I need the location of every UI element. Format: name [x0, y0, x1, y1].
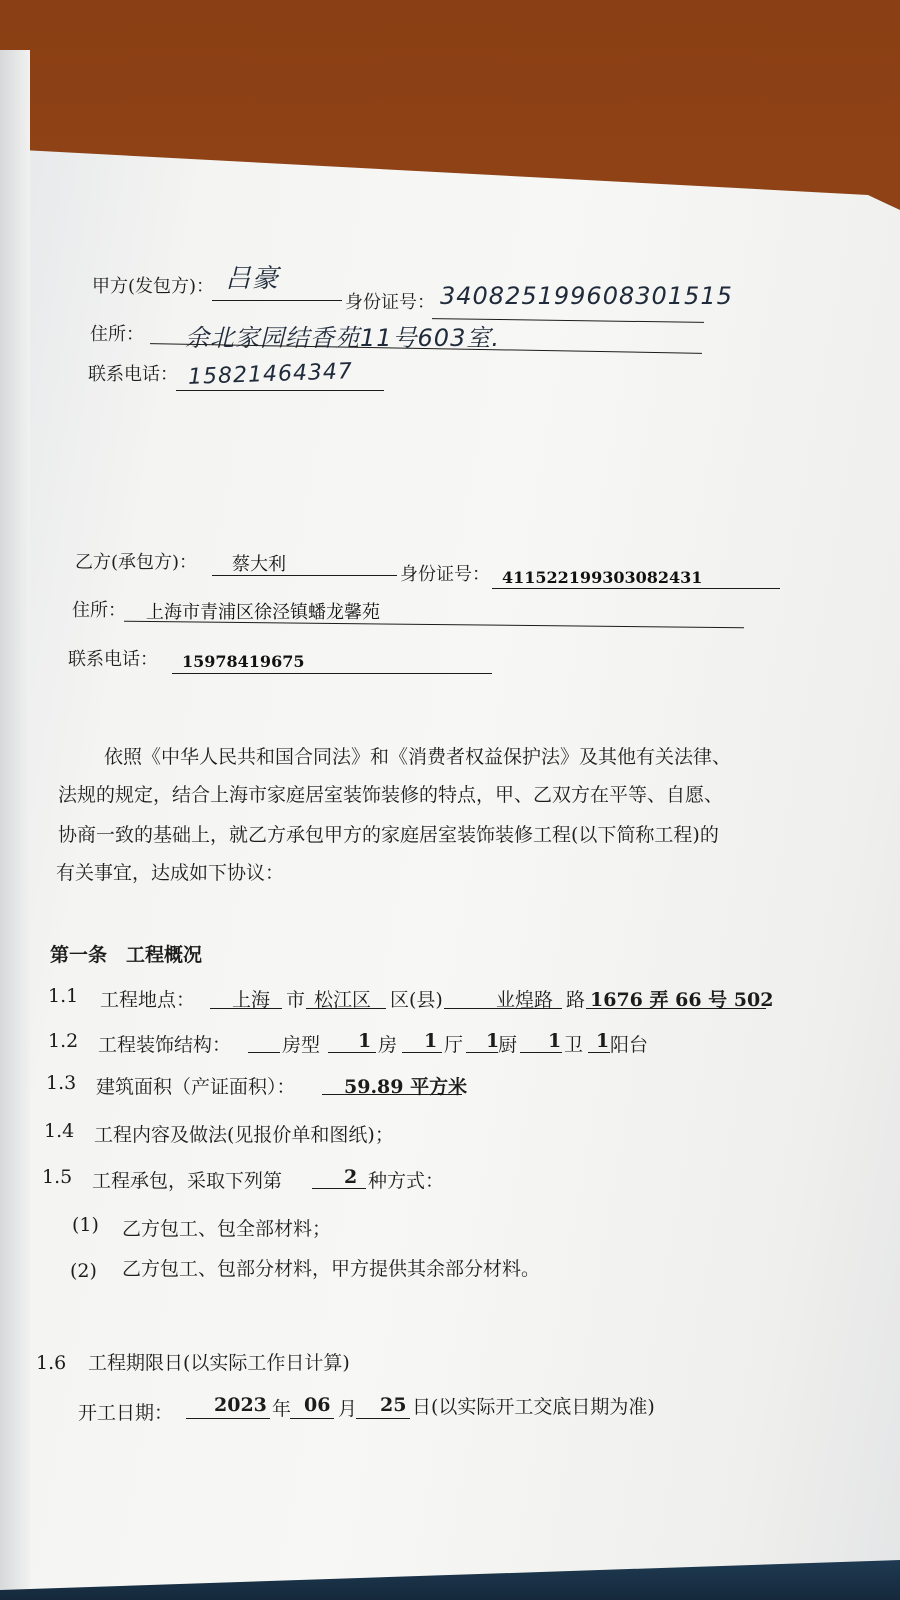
s11-city-line: [210, 1008, 282, 1009]
party-b-id-value: 411522199303082431: [502, 568, 703, 587]
start-month-line: [290, 1418, 334, 1419]
opt2-text: 乙方包工、包部分材料，甲方提供其余部分材料。: [122, 1258, 541, 1280]
s11-city: 上海: [232, 989, 271, 1011]
party-b-name-line: [212, 575, 397, 576]
party-a-label: 甲方(发包方)：: [92, 276, 215, 297]
s11-district: 松江区: [314, 989, 372, 1011]
s12-rooms: 1: [358, 1030, 372, 1052]
party-a-name: 吕豪: [225, 264, 280, 294]
party-b-id-label: 身份证号：: [400, 564, 490, 585]
preamble-line-4: 有关事宜，达成如下协议：: [56, 862, 285, 884]
s12-kitchens-unit: 厨: [498, 1034, 518, 1056]
s12-halls-line: [402, 1052, 442, 1053]
start-year-line: [186, 1418, 270, 1419]
s12-rooms-unit: 房: [378, 1034, 398, 1056]
start-year: 2023: [214, 1394, 267, 1416]
s11-road-line: [444, 1008, 562, 1009]
party-b-phone-label: 联系电话：: [68, 649, 158, 670]
s12-halls-unit: 厅: [444, 1034, 464, 1056]
party-a-phone-line: [176, 390, 384, 391]
s12-balconies-unit: 阳台: [610, 1034, 649, 1056]
preamble-line-3: 协商一致的基础上，就乙方承包甲方的家庭居室装饰装修工程(以下简称工程)的: [58, 824, 719, 846]
s11-num: 1.1: [48, 985, 79, 1007]
s16-num: 1.6: [36, 1352, 67, 1374]
opt2-num: (2): [70, 1260, 97, 1282]
s15-label-pre: 工程承包，采取下列第: [92, 1170, 283, 1192]
s11-road-unit: 路: [566, 989, 586, 1011]
s12-rooms-line: [328, 1052, 376, 1053]
s13-value-line: [322, 1094, 462, 1095]
party-b-address-label: 住所：: [72, 600, 126, 621]
party-a-address-label: 住所：: [90, 324, 144, 345]
opt1-text: 乙方包工、包全部材料；: [122, 1218, 332, 1240]
s11-label: 工程地点：: [100, 989, 196, 1011]
s15-value-line: [312, 1188, 366, 1189]
party-a-id-label: 身份证号：: [345, 292, 435, 313]
start-day: 25: [380, 1394, 407, 1416]
s12-kitchens-line: [466, 1052, 498, 1053]
s11-detail: 1676 弄 66 号 502: [590, 989, 774, 1011]
s13-value: 59.89 平方米: [344, 1076, 468, 1098]
start-month: 06: [304, 1394, 331, 1416]
article1-title: 第一条 工程概况: [50, 944, 203, 966]
start-day-unit: 日(以实际开工交底日期为准): [412, 1396, 655, 1418]
s12-balconies-line: [588, 1052, 610, 1053]
page-curl-edge: [0, 50, 30, 1600]
s12-type-line: [248, 1052, 280, 1053]
s12-balconies: 1: [596, 1030, 610, 1052]
s11-district-line: [306, 1008, 386, 1009]
s14-label: 工程内容及做法(见报价单和图纸)；: [94, 1124, 394, 1146]
party-a-address-value: 余北家园结香苑11号603室.: [185, 324, 500, 352]
s14-num: 1.4: [44, 1120, 75, 1142]
s12-baths: 1: [548, 1030, 562, 1052]
s12-baths-line: [520, 1052, 562, 1053]
party-b-address-value: 上海市青浦区徐泾镇蟠龙馨苑: [146, 602, 380, 623]
opt1-num: (1): [72, 1214, 99, 1236]
s15-label-post: 种方式：: [368, 1170, 445, 1192]
start-day-line: [356, 1418, 410, 1419]
preamble-line-1: 依照《中华人民共和国合同法》和《消费者权益保护法》及其他有关法律、: [104, 746, 732, 768]
start-year-unit: 年: [272, 1398, 292, 1420]
party-b-id-line: [492, 588, 780, 589]
s12-num: 1.2: [48, 1030, 79, 1052]
s12-halls: 1: [424, 1030, 438, 1052]
party-a-phone-value: 15821464347: [187, 359, 354, 390]
preamble-line-2: 法规的规定，结合上海市家庭居室装饰装修的特点，甲、乙双方在平等、自愿、: [58, 784, 724, 806]
s12-type-unit: 房型: [282, 1034, 321, 1056]
party-b-phone-line: [172, 673, 492, 674]
s11-detail-line: [586, 1008, 766, 1009]
s12-baths-unit: 卫: [564, 1034, 584, 1056]
s11-road: 业煌路: [496, 989, 554, 1011]
s12-label: 工程装饰结构：: [98, 1034, 232, 1056]
party-b-label: 乙方(承包方)：: [75, 552, 198, 573]
party-a-phone-label: 联系电话：: [88, 364, 178, 385]
party-b-phone-value: 15978419675: [182, 652, 305, 671]
party-a-id-value: 340825199608301515: [440, 282, 733, 310]
s13-label: 建筑面积（产证面积）：: [96, 1076, 296, 1098]
s15-value: 2: [344, 1166, 358, 1188]
s12-kitchens: 1: [486, 1030, 500, 1052]
start-month-unit: 月: [338, 1398, 358, 1420]
party-a-name-line: [212, 300, 342, 301]
party-b-name: 蔡大利: [232, 554, 286, 575]
s13-num: 1.3: [46, 1072, 77, 1094]
s15-num: 1.5: [42, 1166, 73, 1188]
s11-district-unit: 区(县): [390, 989, 443, 1011]
s16-label: 工程期限日(以实际工作日计算): [88, 1352, 350, 1374]
start-label: 开工日期：: [78, 1402, 174, 1424]
s11-city-unit: 市: [286, 989, 306, 1011]
